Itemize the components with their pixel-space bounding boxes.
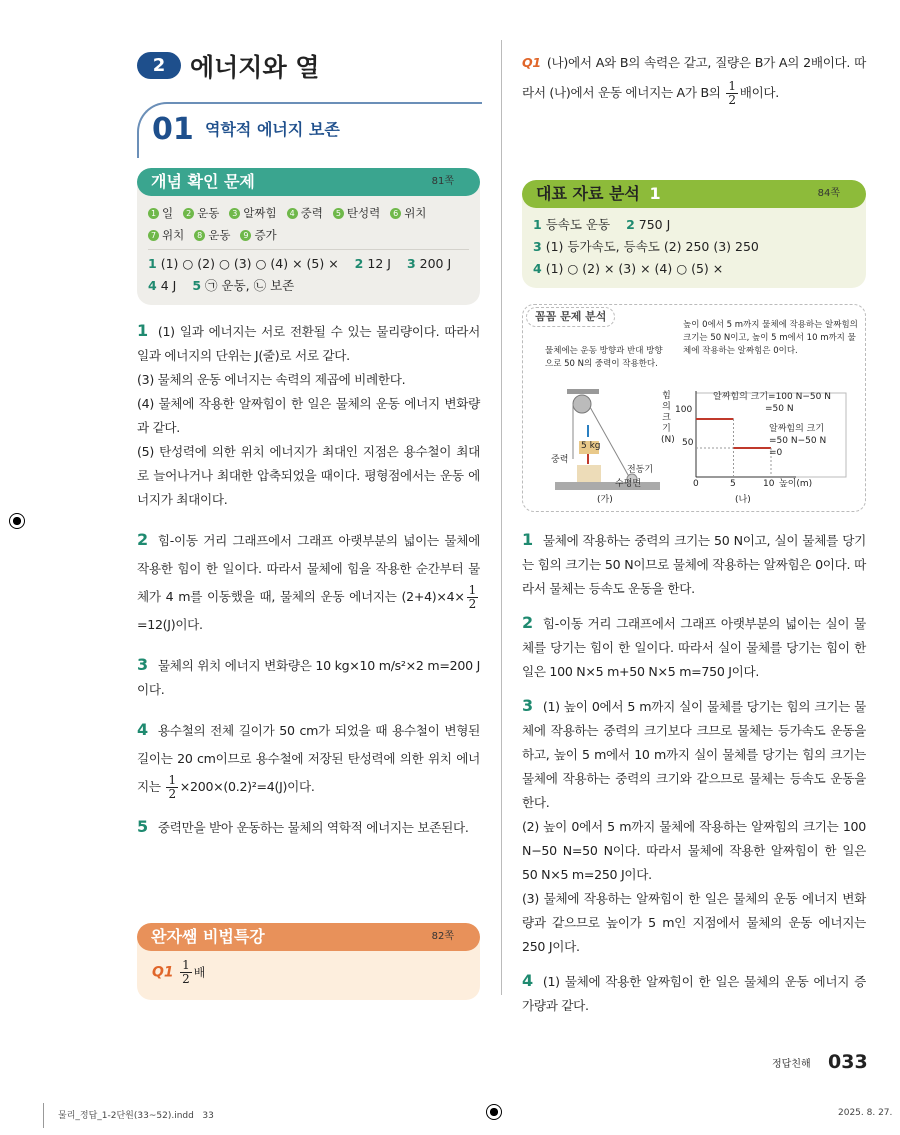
chapter-title: 에너지와 열 [190, 53, 320, 82]
figure-caption: (가) [597, 495, 613, 505]
blank-answer: 9 증가 [240, 224, 276, 246]
mass-label: 5 kg [581, 441, 601, 451]
data-answers [533, 214, 855, 280]
data-box-number: 1 [649, 184, 661, 203]
item-text: 용수철의 전체 길이가 50 cm가 되었을 때 용수철이 변형된 길이는 20 cm이므로 용수철에 저장된 탄성력에 의한 위치 에너지는 [137, 723, 480, 794]
item-text: 배이다. [739, 85, 780, 100]
special-answer [137, 951, 480, 1000]
right-item-2 [522, 611, 866, 684]
item-text: (3) 물체에 작용하는 알짜힘이 한 일은 물체의 운동 에너지 변화량과 같으므로 높이가 5 m인 지점에서 물체의 운동 에너지는 250 J이다. [522, 891, 866, 954]
divider [148, 249, 469, 250]
answer: 2 750 J [626, 217, 671, 232]
x-tick: 0 [693, 479, 699, 489]
motor-label: 전동기 [627, 465, 654, 475]
blank-answer: 6 위치 [390, 202, 426, 224]
blank-answer: 7 위치 [148, 224, 184, 246]
item-text: (1) 높이 0에서 5 m까지 실이 물체를 당기는 힘의 크기는 물체에 작용하는 중력의 크기보다 크므로 물체는 등가속도 운동을 하고, 높이 5 m에서 10 m까지 실이 물체를 당기는 힘의 크기는 물체에 작용하는 중력의 크기와 같으므로 물체는 등속도 운동을 한다. [522, 699, 866, 810]
right-item-3 [522, 694, 866, 959]
item-text: 힘-이동 거리 그래프에서 그래프 아랫부분의 넓이는 실이 물체를 당기는 힘이 한 일이다. 따라서 실이 물체를 당기는 힘이 한 일은 100 N×5 m+50 N×5 m=750 J이다. [522, 616, 866, 679]
ground-label: 수평면 [615, 479, 642, 489]
left-item-4 [137, 716, 480, 801]
page-ref: 81쪽 [431, 176, 454, 187]
analysis-note-right: 높이 0에서 5 m까지 물체에 작용하는 알짜힘의 크기는 50 N이고, 높이 5 m에서 10 m까지 물체에 작용하는 알짜힘은 0이다. [683, 320, 858, 356]
section-title: 역학적 에너지 보존 [205, 120, 340, 139]
item-number: 5 [137, 817, 148, 836]
concept-box [137, 168, 480, 305]
item-text: 물체에 작용하는 중력의 크기는 50 N이고, 실이 물체를 당기는 힘의 크기는 50 N이므로 물체에 작용하는 알짜힘은 0이다. 따라서 물체는 등속도 운동을 한다. [522, 533, 866, 596]
item-number: 1 [522, 530, 533, 549]
y-axis-label: 힘의 크기 (N) [661, 391, 675, 445]
x-tick: 5 [730, 479, 736, 489]
item-text: (1) 일과 에너지는 서로 전환될 수 있는 물리량이다. 따라서 일과 에너지의 단위는 J(줄)로 서로 같다. [137, 324, 480, 363]
item-number: 3 [137, 655, 148, 674]
left-item-5 [137, 815, 480, 840]
item-text: (3) 물체의 운동 에너지는 속력의 제곱에 비례한다. [137, 372, 406, 387]
analysis-title: 꼼꼼 문제 분석 [526, 307, 615, 327]
column-divider [501, 40, 502, 995]
data-box-title: 대표 자료 분석 [536, 184, 640, 203]
item-number: 4 [137, 720, 148, 739]
left-column [137, 168, 480, 1000]
item-text: (4) 물체에 작용한 알짜힘이 한 일은 물체의 운동 에너지 변화량과 같다. [137, 396, 480, 435]
unit: 배 [193, 965, 206, 980]
blank-answers [148, 202, 469, 246]
concept-answers [148, 253, 469, 297]
print-file: 물리_정답_1-2단원(33~52).indd 33 [58, 1111, 214, 1121]
y-tick: 50 [682, 438, 694, 448]
registration-mark-icon [486, 1104, 502, 1120]
pulley-diagram [555, 387, 665, 492]
left-item-2 [137, 526, 480, 639]
item-number: 2 [137, 530, 148, 549]
y-tick: 100 [675, 405, 693, 415]
item-number: 4 [522, 971, 533, 990]
right-item-1 [522, 528, 866, 601]
answer: 1 (1) ○ (2) ○ (3) ○ (4) × (5) × [148, 256, 339, 271]
fraction: $\frac{1}{2}$ [728, 79, 736, 107]
annotation-1: 알짜힘의 크기=100 N−50 N =50 N [713, 392, 831, 414]
blank-answer: 5 탄성력 [333, 202, 380, 224]
right-column [522, 48, 866, 1018]
special-box-header [137, 923, 480, 951]
left-item-3 [137, 653, 480, 702]
page-number: 033 [828, 1051, 868, 1073]
section-number: 01 [152, 112, 194, 147]
concept-box-title: 개념 확인 문제 [151, 172, 255, 191]
fraction: $\frac{1}{2}$ [168, 773, 176, 801]
fraction: $\frac{1}{2}$ [182, 958, 190, 986]
left-item-1 [137, 319, 480, 512]
fraction: $\frac{1}{2}$ [468, 583, 476, 611]
answer: 4 4 J [148, 278, 177, 293]
item-number: 3 [522, 696, 533, 715]
data-box [522, 180, 866, 288]
footer-label: 정답친해 [772, 1059, 811, 1070]
answer: 4 (1) ○ (2) × (3) × (4) ○ (5) × [533, 261, 724, 276]
data-box-header [522, 180, 866, 208]
analysis-box [522, 304, 866, 512]
analysis-note-left: 물체에는 운동 방향과 반대 방향으로 50 N의 중력이 작용한다. [545, 346, 663, 369]
figure-caption: (나) [735, 495, 751, 505]
answer: 3 (1) 등가속도, 등속도 (2) 250 (3) 250 [533, 239, 759, 254]
x-tick: 10 [763, 479, 775, 489]
answer: 2 12 J [354, 256, 391, 271]
blank-answer: 3 알짜힘 [229, 202, 276, 224]
crop-mark [43, 1103, 44, 1128]
blank-answer: 8 운동 [194, 224, 230, 246]
question-label: Q1 [152, 964, 174, 981]
answer: 1 등속도 운동 [533, 217, 611, 232]
special-box-title: 완자쌤 비법특강 [151, 927, 265, 946]
annotation-2: 알짜힘의 크기 =50 N−50 N =0 [769, 424, 827, 458]
item-number: 1 [137, 321, 148, 340]
item-number: 2 [522, 613, 533, 632]
concept-box-header [137, 168, 480, 196]
item-text: (1) 물체에 작용한 알짜힘이 한 일은 물체의 운동 에너지 증가량과 같다. [522, 974, 866, 1013]
chapter-badge: 2 [137, 52, 181, 79]
item-text: (5) 탄성력에 의한 위치 에너지가 최대인 지점은 용수철이 최대로 늘어나거나 최대한 압축되었을 때이다. 평형점에서는 운동 에너지가 최대이다. [137, 444, 480, 507]
print-date: 2025. 8. 27. [838, 1108, 893, 1118]
item-text: ×200×(0.2)²=4(J)이다. [179, 779, 315, 794]
page-ref: 82쪽 [431, 931, 454, 942]
item-text: 물체의 위치 에너지 변화량은 10 kg×10 m/s²×2 m=200 J이다. [137, 658, 480, 697]
right-q1 [522, 48, 866, 170]
answer: 3 200 J [406, 256, 452, 271]
pulley-icon [573, 395, 591, 413]
item-text: 힘-이동 거리 그래프에서 그래프 아랫부분의 넓이는 물체에 작용한 힘이 한 일이다. 따라서 물체에 힘을 작용한 순간부터 물체가 4 m를 이동했을 때, 물체의 운동 에너지는 (2+4)×4× [137, 533, 480, 604]
blank-answer: 2 운동 [183, 202, 219, 224]
page-ref: 84쪽 [817, 188, 840, 199]
x-axis-label: 높이(m) [779, 479, 813, 489]
item-text: =12(J)이다. [137, 617, 203, 632]
answer: 5 ㉠ 운동, ㉡ 보존 [192, 278, 295, 293]
gravity-label: 중력 [551, 455, 569, 465]
item-text: (나)에서 A와 B의 속력은 같고, 질량은 B가 A의 2배이다. 따라서 (나)에서 운동 에너지는 A가 B의 [522, 55, 866, 100]
right-item-4 [522, 969, 866, 1018]
blank-answer: 1 일 [148, 202, 173, 224]
item-text: (2) 높이 0에서 5 m까지 물체에 작용하는 알짜힘의 크기는 100 N−50 N=50 N이다. 따라서 물체에 작용한 알짜힘이 한 일은 50 N×5 m=250 J이다. [522, 819, 866, 882]
registration-mark-icon [9, 513, 25, 529]
special-box [137, 923, 480, 1000]
question-label: Q1 [522, 55, 541, 70]
item-text: 중력만을 받아 운동하는 물체의 역학적 에너지는 보존된다. [157, 820, 469, 835]
blank-answer: 4 중력 [287, 202, 323, 224]
